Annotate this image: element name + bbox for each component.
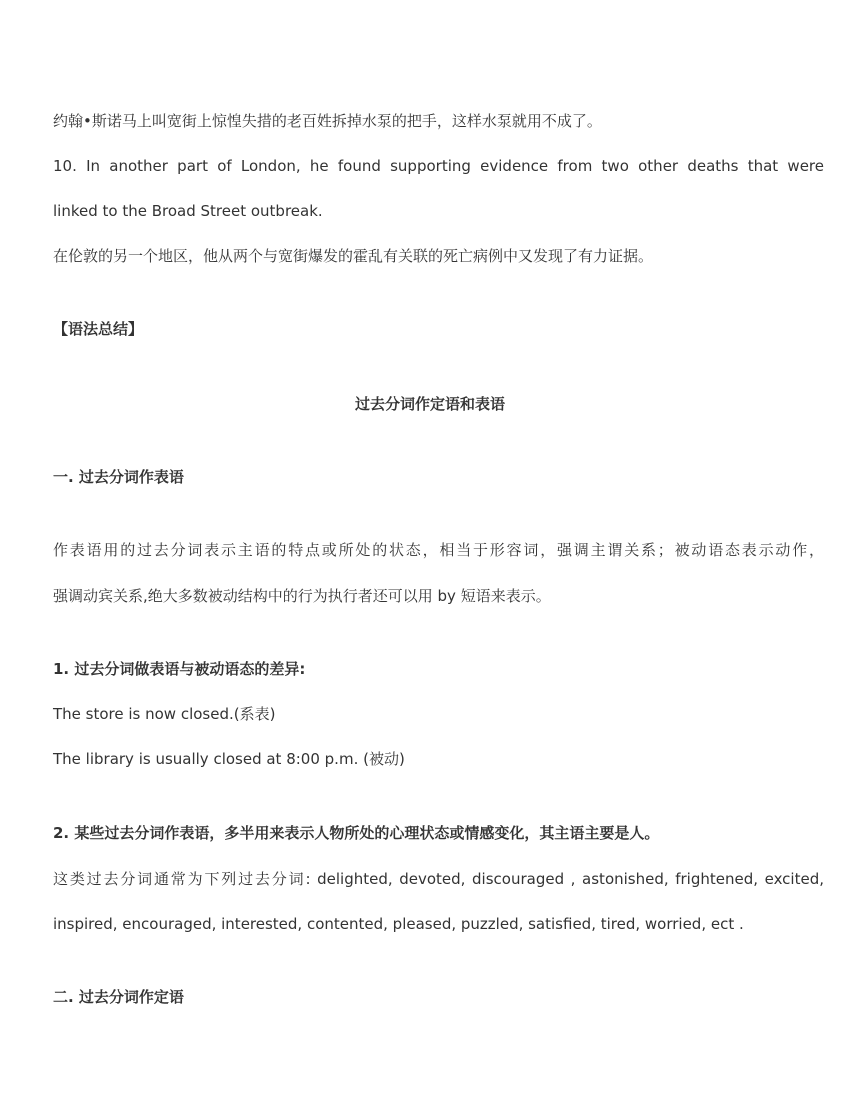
point-2-line-1: 这类过去分词通常为下列过去分词: delighted, devoted, discouraged , astonished, frightened, excited, xyxy=(53,870,824,888)
example-line-1: The store is now closed.(系表) xyxy=(53,705,276,723)
point-2-heading: 2. 某些过去分词作表语，多半用来表示人物所处的心理状态或情感变化，其主语主要是人。 xyxy=(53,824,660,842)
section-1-paragraph-line-2: 强调动宾关系,绝大多数被动结构中的行为执行者还可以用 by 短语来表示。 xyxy=(53,587,551,605)
point-1-heading: 1. 过去分词做表语与被动语态的差异: xyxy=(53,660,306,678)
example-line-2: The library is usually closed at 8:00 p.m. (被动) xyxy=(53,750,405,768)
sentence-10-line-2: linked to the Broad Street outbreak. xyxy=(53,202,323,220)
sentence-10-line-1: 10. In another part of London, he found supporting evidence from two other deaths that were xyxy=(53,157,824,175)
point-2-line-2: inspired, encouraged, interested, contented, pleased, puzzled, satisfied, tired, worried, ect . xyxy=(53,915,744,933)
page-title: 过去分词作定语和表语 xyxy=(354,395,505,413)
section-1-paragraph-line-1: 作表语用的过去分词表示主语的特点或所处的状态，相当于形容词，强调主谓关系；被动语态表示动作， xyxy=(53,541,824,559)
grammar-summary-heading: 【语法总结】 xyxy=(53,320,144,338)
section-2-heading: 二. 过去分词作定语 xyxy=(53,988,184,1006)
translation-line: 约翰•斯诺马上叫宽街上惊惶失措的老百姓拆掉水泵的把手，这样水泵就用不成了。 xyxy=(53,112,602,130)
translation-line-10: 在伦敦的另一个地区，他从两个与宽街爆发的霍乱有关联的死亡病例中又发现了有力证据。 xyxy=(53,247,654,265)
section-1-heading: 一. 过去分词作表语 xyxy=(53,468,184,486)
